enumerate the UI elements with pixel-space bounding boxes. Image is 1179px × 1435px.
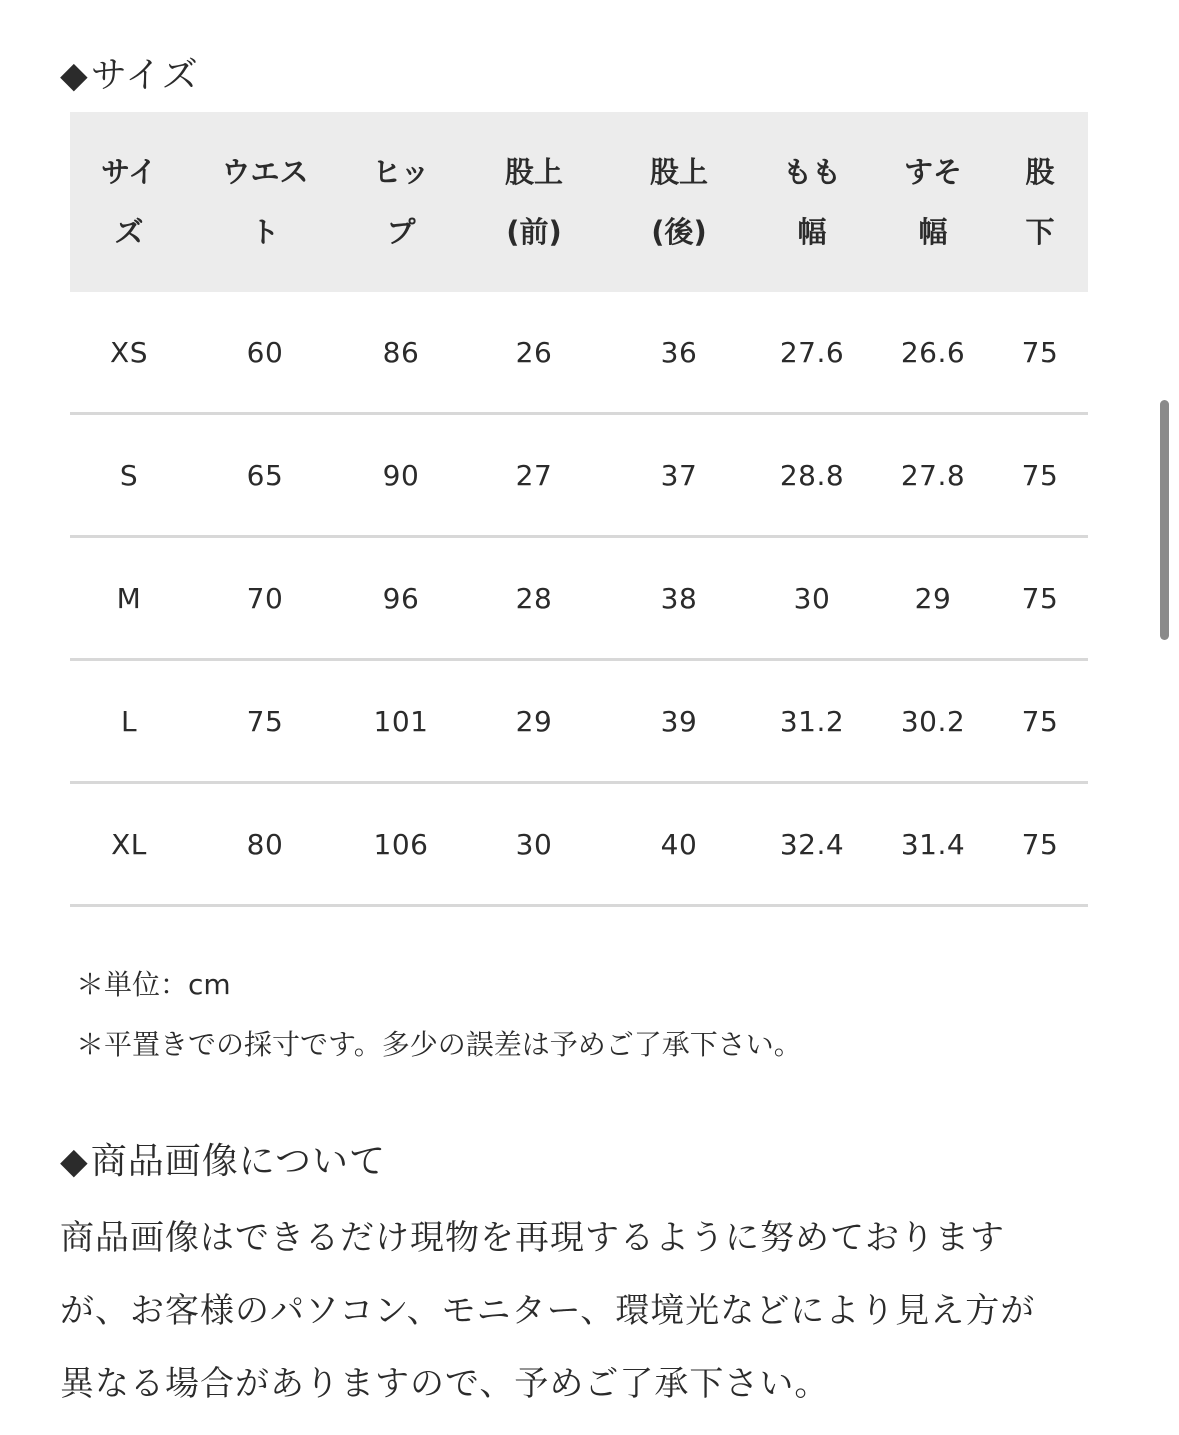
- table-cell: L: [120, 704, 138, 738]
- table-cell: 36: [660, 335, 698, 369]
- column-header-inseam: 股 下: [1025, 155, 1055, 249]
- column-header-hem-width: すそ 幅: [903, 155, 962, 249]
- paragraph-line: 商品画像はできるだけ現物を再現するように努めております: [60, 1218, 1005, 1258]
- table-cell: 40: [660, 827, 698, 861]
- table-row: [70, 414, 1088, 537]
- table-cell: 70: [246, 581, 284, 615]
- table-cell: XL: [111, 827, 147, 861]
- table-cell: 39: [660, 704, 698, 738]
- table-cell: 75: [246, 704, 284, 738]
- image-disclaimer-paragraph: [60, 1202, 1110, 1421]
- table-cell: 31.2: [779, 704, 845, 738]
- size-notes: [76, 955, 802, 1075]
- table-cell: 28.8: [779, 458, 845, 492]
- table-cell: 27.6: [779, 335, 845, 369]
- table-cell: 96: [382, 581, 420, 615]
- table-row: [70, 537, 1088, 660]
- diamond-icon: ◆: [60, 1141, 89, 1182]
- measurement-note: ＊平置きでの採寸です。多少の誤差は予めご了承下さい。: [76, 1028, 802, 1061]
- table-cell: 75: [1021, 827, 1059, 861]
- column-header-size: サイ ズ: [101, 155, 157, 249]
- table-cell: 75: [1021, 581, 1059, 615]
- table-cell: 60: [246, 335, 284, 369]
- table-cell: 75: [1021, 458, 1059, 492]
- table-cell: 29: [914, 581, 952, 615]
- table-cell: 80: [246, 827, 284, 861]
- table-cell: 90: [382, 458, 420, 492]
- table-cell: 86: [382, 335, 420, 369]
- unit-note: ＊単位：cm: [76, 968, 231, 1001]
- column-header-thigh-width: もも 幅: [782, 155, 841, 249]
- size-table: [70, 112, 1088, 907]
- table-cell: 101: [373, 704, 429, 738]
- scrollbar-thumb[interactable]: [1160, 400, 1169, 640]
- table-header-row: [70, 112, 1088, 292]
- table-row: [70, 660, 1088, 783]
- table-cell: 30: [515, 827, 553, 861]
- column-header-waist: ウエス ト: [221, 155, 309, 249]
- table-cell: 27.8: [900, 458, 966, 492]
- paragraph-line: が、お客様のパソコン、モニター、環境光などにより見え方が: [60, 1291, 1036, 1331]
- table-cell: XS: [110, 335, 148, 369]
- column-header-hip: ヒッ プ: [372, 155, 430, 249]
- table-cell: 31.4: [900, 827, 966, 861]
- table-cell: 65: [246, 458, 284, 492]
- paragraph-line: 異なる場合がありますので、予めご了承下さい。: [60, 1364, 830, 1404]
- size-heading-text: サイズ: [90, 55, 199, 96]
- table-cell: 32.4: [779, 827, 845, 861]
- table-cell: 27: [515, 458, 553, 492]
- table-cell: 106: [373, 827, 429, 861]
- table-cell: 37: [660, 458, 698, 492]
- image-section-heading: [60, 1140, 386, 1184]
- table-cell: 28: [515, 581, 553, 615]
- table-cell: 26.6: [900, 335, 966, 369]
- table-cell: 30: [793, 581, 831, 615]
- table-cell: 75: [1021, 335, 1059, 369]
- size-section-heading: [60, 54, 199, 98]
- table-row: [70, 783, 1088, 906]
- table-cell: 26: [515, 335, 553, 369]
- column-header-back-rise: 股上 (後): [649, 155, 708, 249]
- table-cell: 29: [515, 704, 553, 738]
- table-cell: 75: [1021, 704, 1059, 738]
- table-row: [70, 292, 1088, 414]
- table-cell: 38: [660, 581, 698, 615]
- table-cell: M: [116, 581, 142, 615]
- table-cell: S: [119, 458, 139, 492]
- image-heading-text: 商品画像について: [90, 1141, 386, 1182]
- diamond-icon: ◆: [60, 55, 89, 96]
- table-cell: 30.2: [900, 704, 966, 738]
- column-header-front-rise: 股上 (前): [504, 155, 563, 249]
